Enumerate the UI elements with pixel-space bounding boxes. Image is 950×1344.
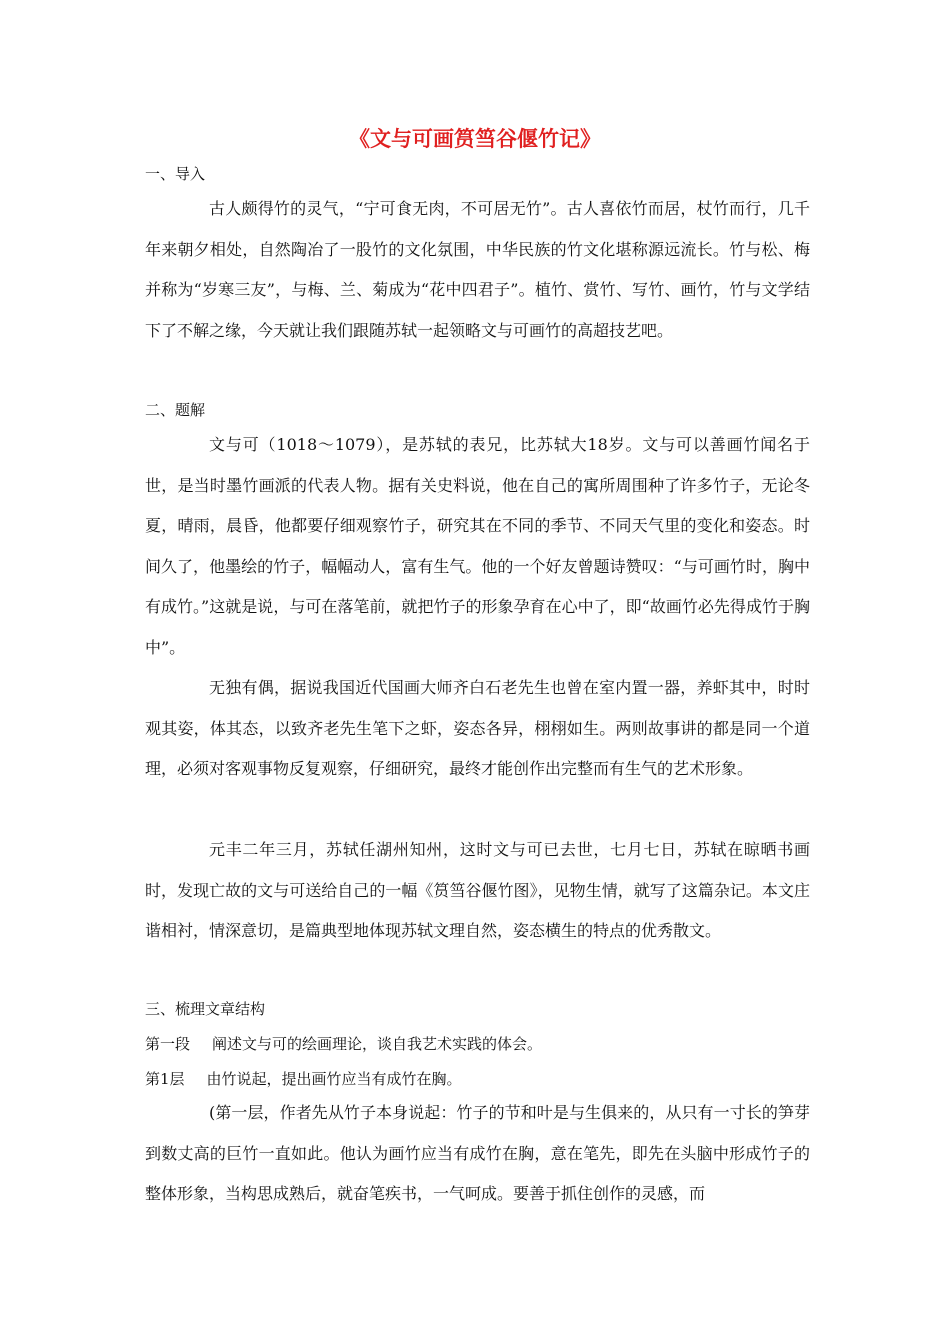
segment-1-line bbox=[145, 1032, 542, 1056]
segment-1-text: 阐述文与可的绘画理论，谈自我艺术实践的体会。 bbox=[212, 1035, 543, 1053]
layer-1-label: 第1层 bbox=[145, 1070, 185, 1088]
paragraph-layer-1: (第一层，作者先从竹子本身说起：竹子的节和叶是与生俱来的，从只有一寸长的笋芽到数丈高的巨竹一直如此。他认为画竹应当有成竹在胸，意在笔先，即先在头脑中形成竹子的整体形象，当构思成熟后，就奋笔疾书，一气呵成。要善于抓住创作的灵感，而 bbox=[145, 1103, 810, 1203]
section-heading-intro: 一、导入 bbox=[145, 165, 206, 183]
paragraph-intro: 古人颇得竹的灵气，“宁可食无肉，不可居无竹”。古人喜依竹而居，杖竹而行，几千年来朝夕相处，自然陶冶了一股竹的文化氛围，中华民族的竹文化堪称源远流长。竹与松、梅并称为“岁寒三友”，与梅、兰、菊成为“花中四君子”。植竹、赏竹、写竹、画竹，竹与文学结下了不解之缘，今天就让我们跟随苏轼一起领略文与可画竹的高超技艺吧。 bbox=[145, 199, 810, 340]
document-title: 《文与可画筼筜谷偃竹记》 bbox=[349, 126, 601, 151]
paragraph-title-explanation-3: 元丰二年三月，苏轼任湖州知州，这时文与可已去世，七月七日，苏轼在晾晒书画时，发现亡故的文与可送给自己的一幅《筼筜谷偃竹图》，见物生情，就写了这篇杂记。本文庄谐相衬，情深意切，是篇典型地体现苏轼文理自然，姿态横生的特点的优秀散文。 bbox=[145, 840, 810, 940]
layer-1-line bbox=[145, 1067, 462, 1091]
layer-1-text: 由竹说起，提出画竹应当有成竹在胸。 bbox=[206, 1070, 462, 1088]
segment-1-label: 第一段 bbox=[145, 1035, 191, 1053]
section-heading-title-explanation: 二、题解 bbox=[145, 401, 206, 419]
paragraph-title-explanation-2: 无独有偶，据说我国近代国画大师齐白石老先生也曾在室内置一器，养虾其中，时时观其姿，体其态，以致齐老先生笔下之虾，姿态各异，栩栩如生。两则故事讲的都是同一个道理，必须对客观事物反复观察，仔细研究，最终才能创作出完整而有生气的艺术形象。 bbox=[145, 678, 810, 778]
paragraph-title-explanation-1: 文与可（1018～1079），是苏轼的表兄，比苏轼大18岁。文与可以善画竹闻名于世，是当时墨竹画派的代表人物。据有关史料说，他在自己的寓所周围种了许多竹子，无论冬夏，晴雨，晨昏，他都要仔细观察竹子，研究其在不同的季节、不同天气里的变化和姿态。时间久了，他墨绘的竹子，幅幅动人，富有生气。他的一个好友曾题诗赞叹：“与可画竹时，胸中有成竹。”这就是说，与可在落笔前，就把竹子的形象孕育在心中了，即“故画竹必先得成竹于胸中”。 bbox=[145, 435, 810, 657]
section-heading-structure: 三、梳理文章结构 bbox=[145, 1000, 266, 1018]
